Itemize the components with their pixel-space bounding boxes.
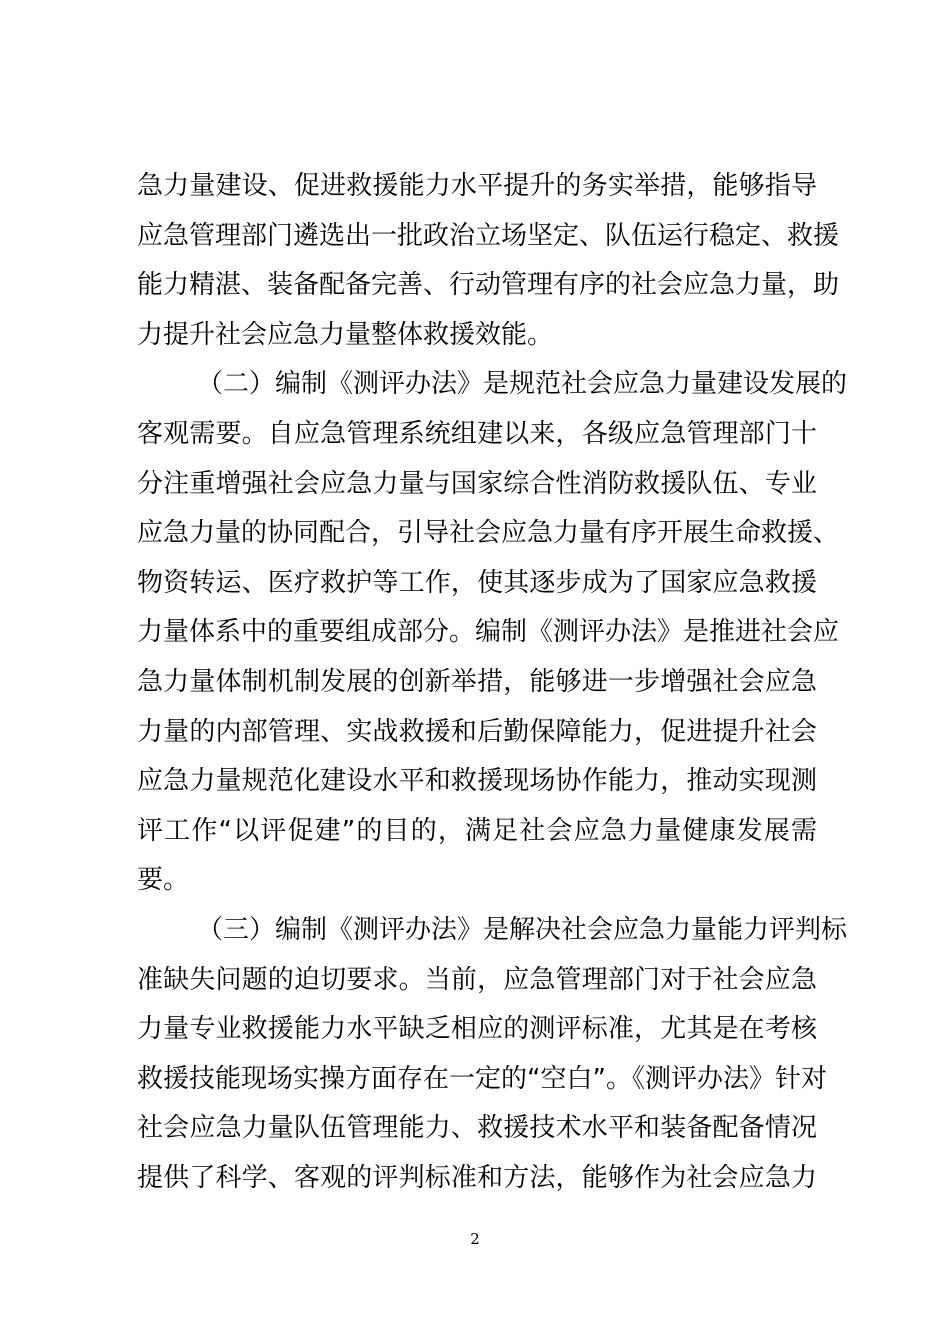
text-line: 应急管理部门遴选出一批政治立场坚定、队伍运行稳定、救援 (137, 220, 840, 251)
text-line: 力量专业救援能力水平缺乏相应的测评标准，尤其是在考核 (137, 1014, 817, 1045)
text-line: 分注重增强社会应急力量与国家综合性消防救援队伍、专业 (137, 468, 817, 499)
text-line: 急力量体制机制发展的创新举措，能够进一步增强社会应急 (137, 666, 817, 697)
text-line: 力提升社会应急力量整体救援效能。 (137, 319, 554, 350)
body-text (137, 162, 848, 1203)
page-number: 2 (470, 1230, 480, 1248)
text-line: 提供了科学、客观的评判标准和方法，能够作为社会应急力 (137, 1162, 817, 1193)
text-line: 急力量建设、促进救援能力水平提升的务实举措，能够指导 (137, 171, 817, 201)
text-line: 物资转运、医疗救护等工作，使其逐步成为了国家应急救援 (137, 567, 817, 598)
text-line: 应急力量的协同配合，引导社会应急力量有序开展生命救援、 (137, 518, 840, 549)
text-line: 力量的内部管理、实战救援和后勤保障能力，促进提升社会 (137, 716, 817, 747)
text-line: 力量体系中的重要组成部分。编制《测评办法》是推进社会应 (137, 617, 840, 648)
text-line: 救援技能现场实操方面存在一定的“空白”。《测评办法》针对 (137, 1063, 827, 1094)
text-line: 应急力量规范化建设水平和救援现场协作能力，推动实现测 (137, 766, 817, 797)
text-line: 社会应急力量队伍管理能力、救援技术水平和装备配备情况 (137, 1113, 817, 1144)
paragraph-first-line: （二）编制《测评办法》是规范社会应急力量建设发展的 (197, 369, 848, 400)
text-line: 客观需要。自应急管理系统组建以来，各级应急管理部门十 (137, 418, 817, 449)
paragraph-first-line: （三）编制《测评办法》是解决社会应急力量能力评判标 (197, 914, 848, 945)
text-line: 评工作“以评促建”的目的，满足社会应急力量健康发展需 (137, 815, 817, 846)
text-line: 要。 (137, 865, 190, 896)
text-line: 能力精湛、装备配备完善、行动管理有序的社会应急力量，助 (137, 270, 840, 301)
text-line: 准缺失问题的迫切要求。当前，应急管理部门对于社会应急 (137, 964, 817, 995)
